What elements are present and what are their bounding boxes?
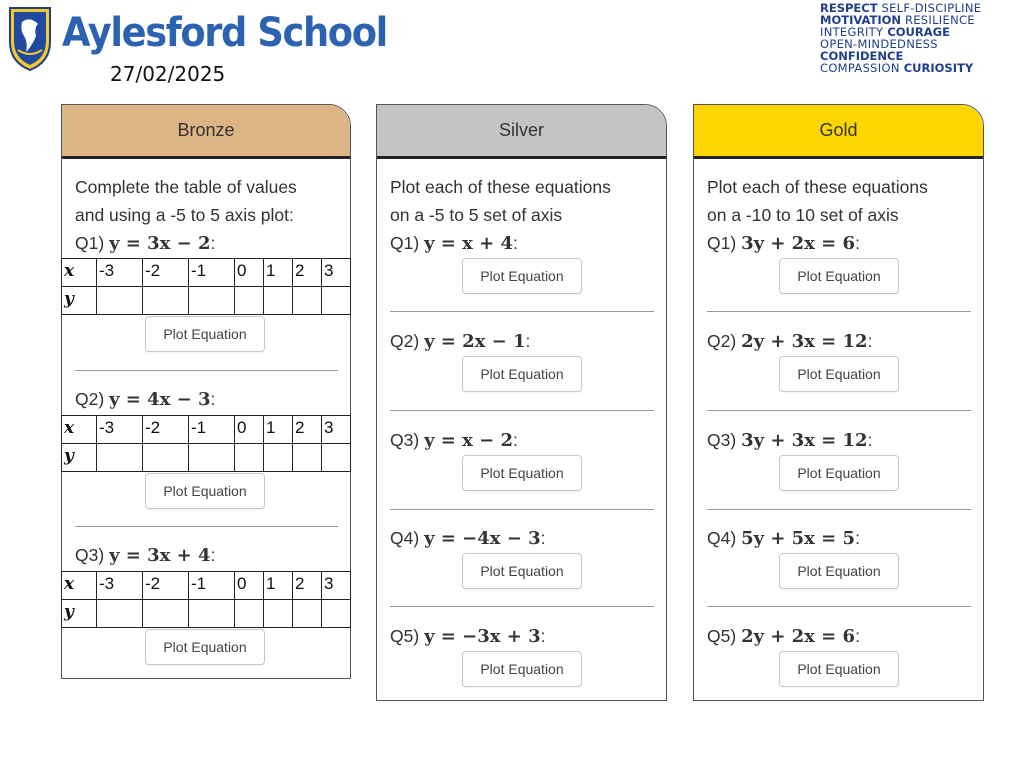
y-value-cell[interactable] <box>97 444 143 472</box>
gold-q5: Q5) 2y + 2x = 6: <box>707 626 860 647</box>
bronze-instructions: Complete the table of values and using a -5 to 5 axis plot: <box>75 177 297 225</box>
bronze-card <box>61 104 351 679</box>
divider <box>707 606 971 607</box>
x-value-cell: 1 <box>264 572 293 600</box>
y-header-cell: y <box>62 287 97 315</box>
gold-q4: Q4) 5y + 5x = 5: <box>707 528 860 549</box>
value-line: RESPECT SELF-DISCIPLINE <box>820 1 982 15</box>
bronze-q1-plot-button[interactable]: Plot Equation <box>145 316 265 352</box>
school-values-list <box>820 2 1020 74</box>
y-value-cell[interactable] <box>293 444 322 472</box>
gold-card <box>693 104 984 701</box>
silver-q2-plot-button[interactable]: Plot Equation <box>462 356 582 392</box>
gold-card-title: Gold <box>694 105 983 159</box>
x-value-cell: -2 <box>143 572 189 600</box>
y-value-cell[interactable] <box>322 287 351 315</box>
value-line: CONFIDENCE <box>820 49 904 63</box>
silver-q3: Q3) y = x − 2: <box>390 430 518 451</box>
gold-q5-plot-button[interactable]: Plot Equation <box>779 651 899 687</box>
silver-card <box>376 104 667 701</box>
y-value-cell[interactable] <box>322 444 351 472</box>
silver-q5-plot-button[interactable]: Plot Equation <box>462 651 582 687</box>
school-name: Aylesford School <box>62 10 387 56</box>
y-header-cell: y <box>62 600 97 628</box>
bronze-q1-table <box>61 258 351 315</box>
y-value-cell[interactable] <box>264 444 293 472</box>
y-value-cell[interactable] <box>264 600 293 628</box>
silver-q3-plot-button[interactable]: Plot Equation <box>462 455 582 491</box>
table-row-x <box>62 259 351 287</box>
y-header-cell: y <box>62 444 97 472</box>
y-value-cell[interactable] <box>189 600 235 628</box>
value-line: MOTIVATION RESILIENCE <box>820 13 975 27</box>
y-value-cell[interactable] <box>143 600 189 628</box>
bronze-q2-plot-button[interactable]: Plot Equation <box>145 473 265 509</box>
x-value-cell: 3 <box>322 259 351 287</box>
x-value-cell: 0 <box>235 572 264 600</box>
bronze-q1: Q1) y = 3x − 2: <box>75 233 216 254</box>
divider <box>390 606 654 607</box>
y-value-cell[interactable] <box>143 287 189 315</box>
x-value-cell: 2 <box>293 416 322 444</box>
y-value-cell[interactable] <box>189 444 235 472</box>
silver-q5: Q5) y = −3x + 3: <box>390 626 546 647</box>
bronze-q2: Q2) y = 4x − 3: <box>75 389 216 410</box>
y-value-cell[interactable] <box>189 287 235 315</box>
y-value-cell[interactable] <box>235 287 264 315</box>
divider <box>707 509 971 510</box>
table-row-y <box>62 444 351 472</box>
x-value-cell: 0 <box>235 259 264 287</box>
y-value-cell[interactable] <box>264 287 293 315</box>
gold-q1: Q1) 3y + 2x = 6: <box>707 233 860 254</box>
divider <box>75 526 338 527</box>
x-header-cell: x <box>62 572 97 600</box>
value-line: COMPASSION CURIOSITY <box>820 61 974 75</box>
value-line: INTEGRITY COURAGE <box>820 25 950 39</box>
x-value-cell: -2 <box>143 259 189 287</box>
x-value-cell: -3 <box>97 259 143 287</box>
silver-q4-plot-button[interactable]: Plot Equation <box>462 553 582 589</box>
gold-q4-plot-button[interactable]: Plot Equation <box>779 553 899 589</box>
x-value-cell: 2 <box>293 259 322 287</box>
divider <box>75 370 338 371</box>
divider <box>707 311 971 312</box>
y-value-cell[interactable] <box>235 444 264 472</box>
x-value-cell: -1 <box>189 416 235 444</box>
y-value-cell[interactable] <box>97 600 143 628</box>
bronze-card-title: Bronze <box>62 105 350 159</box>
x-value-cell: 1 <box>264 416 293 444</box>
date-label: 27/02/2025 <box>110 62 226 86</box>
x-value-cell: 3 <box>322 572 351 600</box>
divider <box>390 509 654 510</box>
silver-q2: Q2) y = 2x − 1: <box>390 331 531 352</box>
gold-q3: Q3) 3y + 3x = 12: <box>707 430 873 451</box>
bronze-q3-plot-button[interactable]: Plot Equation <box>145 629 265 665</box>
gold-q2-plot-button[interactable]: Plot Equation <box>779 356 899 392</box>
y-value-cell[interactable] <box>143 444 189 472</box>
silver-instructions: Plot each of these equations on a -5 to 5 set of axis <box>390 177 611 225</box>
x-header-cell: x <box>62 259 97 287</box>
x-value-cell: 3 <box>322 416 351 444</box>
table-row-y <box>62 600 351 628</box>
bronze-q3-table <box>61 571 351 628</box>
bronze-q3: Q3) y = 3x + 4: <box>75 545 216 566</box>
x-value-cell: -3 <box>97 572 143 600</box>
silver-q4: Q4) y = −4x − 3: <box>390 528 546 549</box>
x-value-cell: -1 <box>189 572 235 600</box>
silver-q1-plot-button[interactable]: Plot Equation <box>462 258 582 294</box>
x-value-cell: -1 <box>189 259 235 287</box>
school-crest-logo <box>8 6 52 72</box>
x-value-cell: 0 <box>235 416 264 444</box>
x-header-cell: x <box>62 416 97 444</box>
bronze-q2-table <box>61 415 351 472</box>
gold-instructions: Plot each of these equations on a -10 to 10 set of axis <box>707 177 928 225</box>
x-value-cell: 1 <box>264 259 293 287</box>
value-line: OPEN-MINDEDNESS <box>820 37 938 51</box>
x-value-cell: 2 <box>293 572 322 600</box>
gold-q2: Q2) 2y + 3x = 12: <box>707 331 873 352</box>
silver-card-title: Silver <box>377 105 666 159</box>
gold-q1-plot-button[interactable]: Plot Equation <box>779 258 899 294</box>
table-row-x <box>62 416 351 444</box>
table-row-y <box>62 287 351 315</box>
divider <box>707 410 971 411</box>
x-value-cell: -2 <box>143 416 189 444</box>
x-value-cell: -3 <box>97 416 143 444</box>
y-value-cell[interactable] <box>235 600 264 628</box>
y-value-cell[interactable] <box>322 600 351 628</box>
divider <box>390 311 654 312</box>
table-row-x <box>62 572 351 600</box>
y-value-cell[interactable] <box>293 600 322 628</box>
y-value-cell[interactable] <box>293 287 322 315</box>
gold-q3-plot-button[interactable]: Plot Equation <box>779 455 899 491</box>
silver-q1: Q1) y = x + 4: <box>390 233 518 254</box>
divider <box>390 410 654 411</box>
y-value-cell[interactable] <box>97 287 143 315</box>
